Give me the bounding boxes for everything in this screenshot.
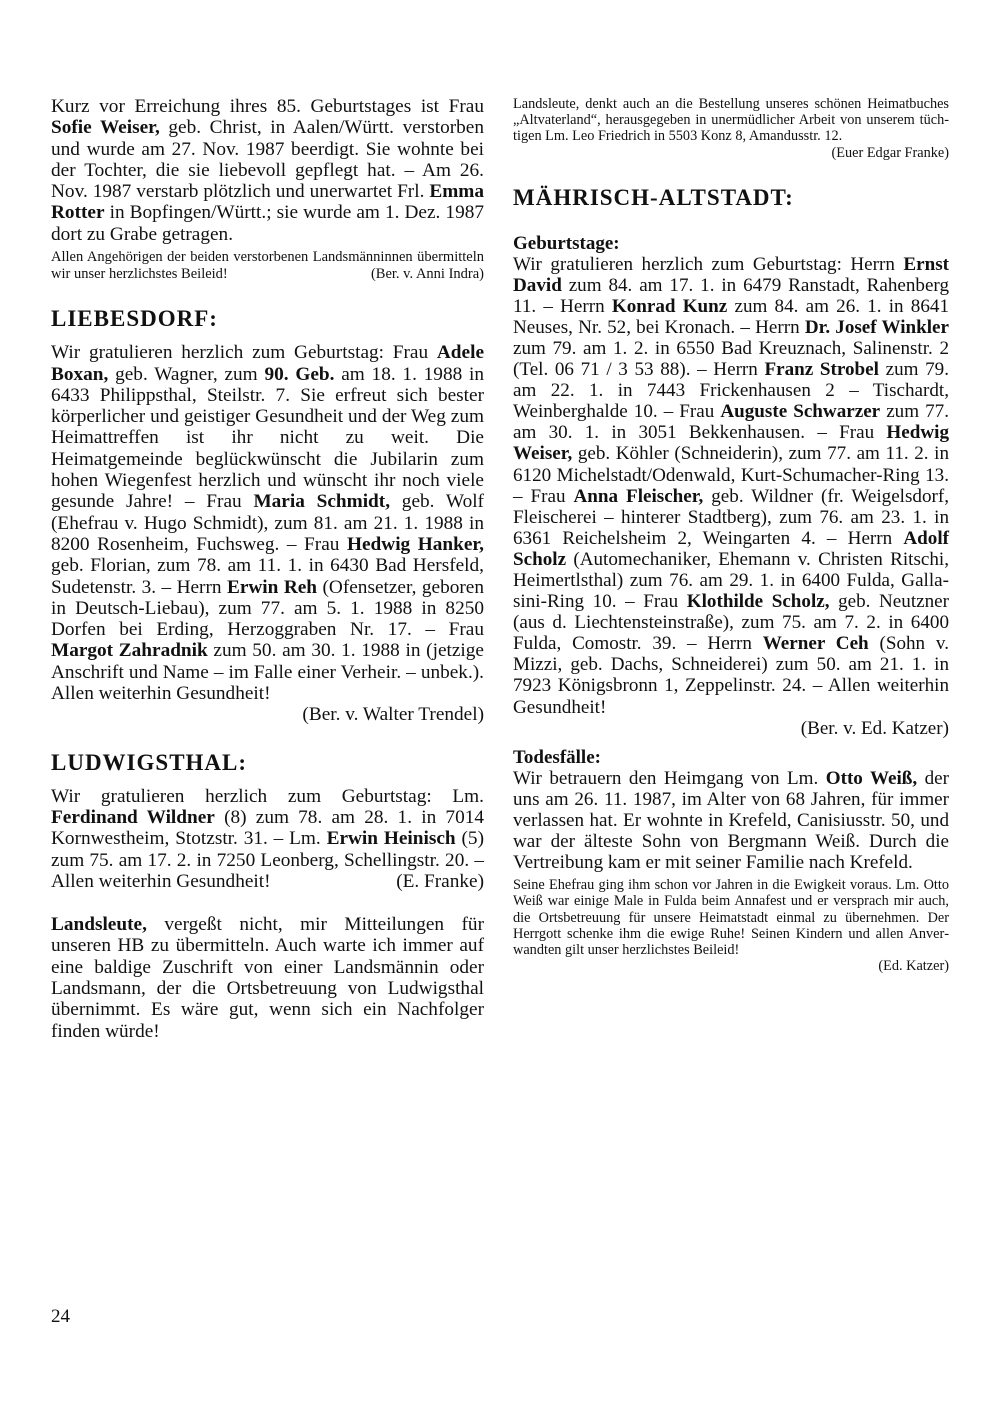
text-run: zum 77. am 30. 1. in 3051 Bekkenhausen. – Frau [513, 401, 949, 444]
text-run: (Sohn v. Mizzi, geb. Dachs, Schneiderei) zum 50. am 21. 1. in 7923 Königsbronn 1, Zeppelinstr. 24. – Allen weiterhin Gesundheit! [513, 633, 949, 718]
text-run: zum 84. am 17. 1. in 6479 Ranstadt, Rahenberg 11. – Herrn [513, 274, 949, 317]
text-run: am 18. 1. 1988 in 6433 Philippsthal, Steilstr. 7. Sie erfreut sich bester körperlicher und geistiger Gesundheit und der Weg zum Heimattreffen ist ihr nicht zu weit. Die Heimatgemeinde beglückwünscht die Jubilarin zum hohen Wiegenfest herzlich und wünscht ihr noch viele gesunde Jahre! – Frau [51, 363, 485, 513]
person-name: Ferdinand Wildner [51, 806, 215, 828]
person-name: Dr. Josef Winkler [804, 316, 950, 338]
ludwigsthal-signoff: (E. Franke) [396, 870, 484, 892]
person-name: Erwin Heinisch [326, 828, 456, 850]
person-name: Hedwig Weiser, [513, 422, 949, 465]
text-run: zum 79. am 1. 2. in 6550 Bad Kreuznach, Salinenstr. 2 (Tel. 06 71 / 3 53 88). – Herrn [513, 337, 949, 381]
intro-condolence [51, 249, 484, 282]
person-name: Franz Strobel [764, 359, 879, 381]
text-run: (8) zum 78. am 28. 1. in 7014 Kornwestheim, Stotzstr. 31. – Lm. [51, 806, 484, 850]
text-run: Wir gratulieren herzlich zum Geburtstag: Frau [51, 342, 437, 364]
birthdays-paragraph [513, 254, 949, 718]
text-run: geb. Florian, zum 78. am 11. 1. in 6430 Bad Hersfeld, Sudetenstr. 3. – Herrn [51, 555, 484, 598]
person-name: Sofie Weiser, [51, 117, 160, 139]
deaths-label: Todesfälle: [513, 746, 601, 768]
book-notice-signoff: (Euer Edgar Franke) [831, 144, 949, 161]
text-run: Kurz vor Erreichung ihres 85. Geburtstages ist Frau [51, 96, 484, 117]
person-name: Otto Weiß, [825, 767, 918, 789]
appeal-paragraph [51, 914, 484, 1042]
page-number: 24 [51, 1306, 70, 1327]
person-name: Adele Boxan, [51, 342, 484, 385]
person-name: Margot Zahradnik [51, 640, 208, 662]
text-run: Wir betrauern den Heimgang von Lm. [513, 767, 826, 789]
birthdays-signoff: (Ber. v. Ed. Katzer) [800, 717, 949, 739]
text-run: zum 50. am 30. 1. 1988 in (jetzige Anschrift und Name – im Falle einer Verheir. – unbek.). Allen weiterhin Gesundheit! [51, 640, 484, 705]
person-name: Konrad Kunz [611, 295, 728, 317]
person-name: Klothilde Scholz, [686, 591, 830, 613]
text-run: geb. Neutzner (aus d. Liechtensteinstraße), zum 75. am 7. 2. in 6400 Fulda, Comostr. 39. – Herrn [513, 591, 949, 655]
text-run: geb. Köhler (Schneiderin), zum 77. am 11. 2. in 6120 Michelstadt/Odenwald, Kurt-Schumacher-Ring 13. – Frau [513, 443, 949, 507]
heading-maehrisch-altstadt: MÄHRISCH-ALTSTADT: [513, 184, 794, 210]
person-name: Erwin Reh [226, 576, 318, 598]
person-name: Hedwig Hanker, [346, 533, 485, 555]
heading-ludwigsthal: LUDWIGSTHAL: [51, 749, 248, 775]
intro-paragraph [51, 96, 484, 245]
text-run: geb. Wildner (fr. Weigelsdorf, Fleischerei – hinterer Stadtberg), zum 76. am 23. 1. in 6361 Reichelsheim 2, Weingarten 4. – Herrn [513, 485, 950, 549]
text-run: geb. Wagner, zum [108, 363, 265, 385]
person-name: Maria Schmidt, [253, 491, 391, 513]
text-run: geb. Christ, in Aalen/Württ. verstorben und wurde am 27. Nov. 1987 beerdigt. Sie wohnte bei der Tochter, die sie liebevoll gepflegt hat. – Am 26. Nov. 1987 verstarb plötzlich und unerwartet Frl. [51, 117, 484, 203]
text-run: der uns am 26. 11. 1987, im Alter von 68 Jahren, für immer verlassen hat. Er wohnte in Krefeld, Canisiusstr. 50, und war der älteste Sohn von Bergmann Weiß. Durch die Vertreibung kam er mit seiner Familie nach Krefeld. [513, 767, 949, 874]
liebesdorf-signoff: (Ber. v. Walter Trendel) [302, 704, 484, 726]
right-column [513, 96, 949, 974]
birthdays-label: Geburtstage: [513, 232, 620, 254]
text-run: Wir gratulieren herzlich zum Geburtstag: Lm. [51, 785, 484, 807]
text-run: zum 79. am 22. 1. in 7443 Frickenhausen 2 – Tischardt, Weinberghalde 10. – Frau [513, 359, 949, 423]
person-name: Adolf Scholz [513, 527, 949, 570]
intro-condolence-text: Allen Angehörigen der beiden verstorbenen Landsmänninnen übermitteln wir unser herzlichstes Beileid! [51, 249, 484, 282]
book-notice-text: Landsleute, denkt auch an die Bestellung unseres schönen Heimatbuches „Altvaterland“, herausgegeben in unermüdlicher Arbeit von unserem tüchtigen Lm. Leo Friedrich in 5503 Konz 8, Amandusstr. 12. [513, 96, 949, 145]
deaths-signoff: (Ed. Katzer) [878, 958, 949, 975]
person-name: Auguste Schwarzer [720, 401, 881, 423]
person-name: Werner Ceh [762, 633, 869, 655]
book-notice [513, 96, 949, 161]
left-column [51, 96, 484, 1042]
person-name: Anna Fleischer, [573, 485, 704, 507]
liebesdorf-paragraph [51, 342, 484, 704]
person-name: 90. Geb. [264, 363, 335, 385]
person-name: Emma Rotter [51, 181, 484, 224]
text-run: in Bopfingen/Württ.; sie wurde am 1. Dez. 1987 dort zu Grabe getragen. [51, 202, 484, 245]
heading-liebesdorf: LIEBESDORF: [51, 306, 218, 332]
person-name: Ernst David [513, 253, 949, 296]
deaths-paragraph [513, 768, 949, 873]
text-run: zum 84. am 26. 1. in 8641 Neuses, Nr. 52, bei Kronach. – Herrn [513, 295, 949, 338]
text-run: (5) zum 75. am 17. 2. in 7250 Leonberg, Schellingstr. 20. – Allen weiterhin Gesundheit! [51, 828, 484, 892]
intro-signoff: (Ber. v. Anni Indra) [370, 265, 484, 282]
text-run: Wir gratulieren herzlich zum Geburtstag: Herrn [513, 253, 904, 275]
text-run: (Automechaniker, Ehemann v. Christen Ritschi, Heimertlsthal) zum 76. am 29. 1. in 6400 Fulda, Gallasini-Ring 10. – Frau [513, 548, 949, 613]
text-run: geb. Wolf (Ehefrau v. Hugo Schmidt), zum 81. am 21. 1. 1988 in 8200 Rosenheim, Fuchsweg. – Frau [51, 491, 484, 555]
person-name: Landsleute, [51, 914, 147, 936]
ludwigsthal-paragraph [51, 786, 484, 892]
text-run: vergeßt nicht, mir Mitteilungen für unseren HB zu übermitteln. Auch warte ich immer auf eine baldige Zuschrift von einer Landsmännin oder Landsmann, der die Ortsbetreuung von Ludwigsthal übernimmt. Es wäre gut, wenn sich ein Nachfolger finden würde! [51, 914, 484, 1042]
deaths-condolence: Seine Ehefrau ging ihm schon vor Jahren in die Ewigkeit voraus. Lm. Otto Weiß war einige Male in Fulda beim Annafest und er versprach mir auch, die Ortsbetreuung für unsere Heimatstadt einmal zu übernehmen. Der Herrgott schenke ihm die ewige Ruhe! Seinen Kindern und allen Anverwandten gilt unser herzlichstes Beileid! [513, 877, 949, 959]
text-run: (Ofensetzer, geboren in Deutsch-Liebau), zum 77. am 5. 1. 1988 in 8250 Dorfen bei Erding, Herzoggraben Nr. 17. – Frau [51, 576, 484, 641]
